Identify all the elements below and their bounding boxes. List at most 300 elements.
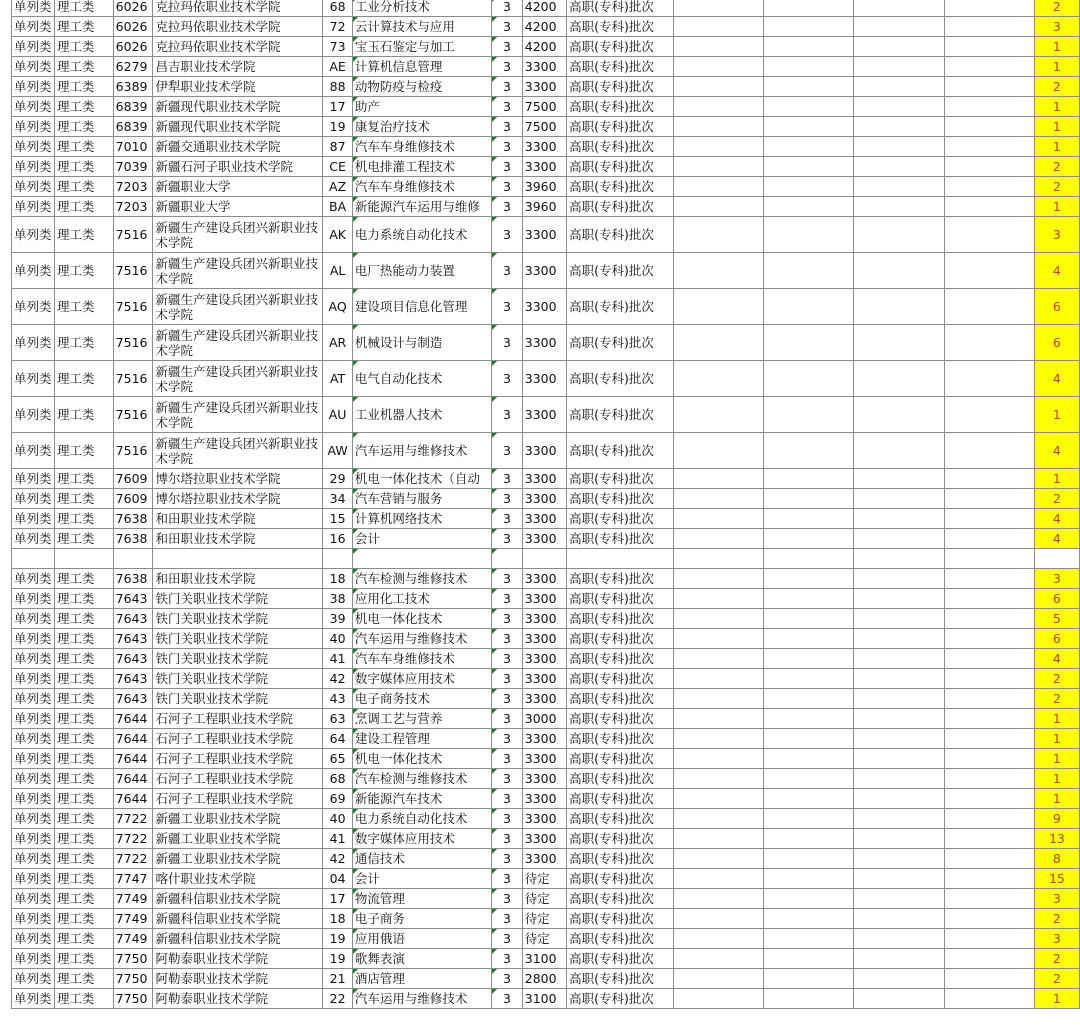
school-name-cell[interactable]: 新疆现代职业技术学院 <box>153 97 323 117</box>
empty-cell[interactable] <box>854 489 944 509</box>
empty-cell[interactable] <box>944 989 1034 1009</box>
category-cell[interactable]: 单列类 <box>12 197 55 217</box>
batch-cell[interactable]: 高职(专科)批次 <box>567 529 674 549</box>
plan-count-cell[interactable]: 4 <box>1034 361 1079 397</box>
category-cell[interactable]: 单列类 <box>12 629 55 649</box>
batch-cell[interactable]: 高职(专科)批次 <box>567 569 674 589</box>
category-cell[interactable]: 单列类 <box>12 117 55 137</box>
type-cell[interactable]: 理工类 <box>54 589 113 609</box>
tuition-cell[interactable]: 3960 <box>522 177 566 197</box>
empty-cell[interactable] <box>854 397 944 433</box>
major-name-cell[interactable]: 通信技术 <box>352 849 491 869</box>
empty-cell[interactable] <box>764 325 854 361</box>
category-cell[interactable]: 单列类 <box>12 989 55 1009</box>
tuition-cell[interactable]: 3300 <box>522 157 566 177</box>
empty-cell[interactable] <box>854 137 944 157</box>
empty-cell[interactable] <box>854 989 944 1009</box>
batch-cell[interactable]: 高职(专科)批次 <box>567 197 674 217</box>
plan-count-cell[interactable]: 6 <box>1034 289 1079 325</box>
plan-count-cell[interactable]: 6 <box>1034 589 1079 609</box>
empty-cell[interactable] <box>764 157 854 177</box>
school-name-cell[interactable]: 和田职业技术学院 <box>153 509 323 529</box>
empty-cell[interactable] <box>764 397 854 433</box>
batch-cell[interactable]: 高职(专科)批次 <box>567 253 674 289</box>
empty-cell[interactable] <box>944 749 1034 769</box>
type-cell[interactable]: 理工类 <box>54 729 113 749</box>
plan-count-cell[interactable]: 2 <box>1034 157 1079 177</box>
type-cell[interactable]: 理工类 <box>54 869 113 889</box>
plan-count-cell[interactable]: 2 <box>1034 489 1079 509</box>
plan-count-cell[interactable]: 1 <box>1034 789 1079 809</box>
empty-cell[interactable] <box>854 569 944 589</box>
batch-cell[interactable]: 高职(专科)批次 <box>567 989 674 1009</box>
major-name-cell[interactable]: 酒店管理 <box>352 969 491 989</box>
batch-cell[interactable]: 高职(专科)批次 <box>567 669 674 689</box>
empty-cell[interactable] <box>854 469 944 489</box>
major-code-cell[interactable]: 22 <box>323 989 353 1009</box>
empty-cell[interactable] <box>764 57 854 77</box>
empty-cell[interactable] <box>764 769 854 789</box>
major-name-cell[interactable]: 机电一体化技术（自动 <box>352 469 491 489</box>
plan-count-cell[interactable]: 2 <box>1034 177 1079 197</box>
plan-count-cell[interactable]: 6 <box>1034 629 1079 649</box>
empty-cell[interactable] <box>944 197 1034 217</box>
plan-count-cell[interactable]: 3 <box>1034 217 1079 253</box>
empty-cell[interactable] <box>673 197 763 217</box>
type-cell[interactable]: 理工类 <box>54 669 113 689</box>
school-name-cell[interactable]: 新疆交通职业技术学院 <box>153 137 323 157</box>
school-code-cell[interactable]: 7516 <box>113 325 153 361</box>
major-name-cell[interactable]: 汽车运用与维修技术 <box>352 989 491 1009</box>
category-cell[interactable]: 单列类 <box>12 217 55 253</box>
major-code-cell[interactable]: 42 <box>323 849 353 869</box>
school-name-cell[interactable]: 博尔塔拉职业技术学院 <box>153 469 323 489</box>
empty-cell[interactable] <box>944 829 1034 849</box>
batch-cell[interactable]: 高职(专科)批次 <box>567 117 674 137</box>
empty-cell[interactable] <box>944 809 1034 829</box>
years-cell[interactable]: 3 <box>492 969 523 989</box>
plan-count-cell[interactable]: 4 <box>1034 253 1079 289</box>
empty-cell[interactable] <box>944 689 1034 709</box>
major-name-cell[interactable]: 烹调工艺与营养 <box>352 709 491 729</box>
school-code-cell[interactable]: 7750 <box>113 969 153 989</box>
tuition-cell[interactable]: 3100 <box>522 989 566 1009</box>
school-name-cell[interactable]: 新疆现代职业技术学院 <box>153 117 323 137</box>
tuition-cell[interactable]: 待定 <box>522 909 566 929</box>
years-cell[interactable]: 3 <box>492 569 523 589</box>
empty-cell[interactable] <box>764 97 854 117</box>
empty-cell[interactable] <box>764 137 854 157</box>
major-name-cell[interactable] <box>352 549 491 569</box>
major-code-cell[interactable]: 29 <box>323 469 353 489</box>
empty-cell[interactable] <box>944 969 1034 989</box>
plan-count-cell[interactable]: 9 <box>1034 809 1079 829</box>
school-name-cell[interactable]: 克拉玛依职业技术学院 <box>153 37 323 57</box>
school-code-cell[interactable]: 7747 <box>113 869 153 889</box>
empty-cell[interactable] <box>673 869 763 889</box>
type-cell[interactable]: 理工类 <box>54 809 113 829</box>
empty-cell[interactable] <box>854 909 944 929</box>
school-name-cell[interactable]: 铁门关职业技术学院 <box>153 649 323 669</box>
school-code-cell[interactable] <box>113 549 153 569</box>
major-code-cell[interactable]: 19 <box>323 117 353 137</box>
years-cell[interactable]: 3 <box>492 57 523 77</box>
empty-cell[interactable] <box>673 253 763 289</box>
years-cell[interactable]: 3 <box>492 253 523 289</box>
empty-cell[interactable] <box>764 289 854 325</box>
years-cell[interactable]: 3 <box>492 157 523 177</box>
school-code-cell[interactable]: 7203 <box>113 177 153 197</box>
empty-cell[interactable] <box>764 649 854 669</box>
batch-cell[interactable]: 高职(专科)批次 <box>567 709 674 729</box>
empty-cell[interactable] <box>764 197 854 217</box>
years-cell[interactable]: 3 <box>492 177 523 197</box>
school-name-cell[interactable]: 克拉玛依职业技术学院 <box>153 17 323 37</box>
school-name-cell[interactable]: 新疆职业大学 <box>153 197 323 217</box>
school-code-cell[interactable]: 7643 <box>113 589 153 609</box>
empty-cell[interactable] <box>944 589 1034 609</box>
type-cell[interactable]: 理工类 <box>54 253 113 289</box>
school-code-cell[interactable]: 7722 <box>113 849 153 869</box>
type-cell[interactable]: 理工类 <box>54 989 113 1009</box>
empty-cell[interactable] <box>764 117 854 137</box>
plan-count-cell[interactable]: 1 <box>1034 397 1079 433</box>
batch-cell[interactable]: 高职(专科)批次 <box>567 869 674 889</box>
type-cell[interactable]: 理工类 <box>54 489 113 509</box>
empty-cell[interactable] <box>854 629 944 649</box>
school-name-cell[interactable]: 铁门关职业技术学院 <box>153 589 323 609</box>
plan-count-cell[interactable]: 4 <box>1034 509 1079 529</box>
major-name-cell[interactable]: 汽车车身维修技术 <box>352 649 491 669</box>
major-name-cell[interactable]: 汽车运用与维修技术 <box>352 433 491 469</box>
tuition-cell[interactable]: 3300 <box>522 769 566 789</box>
tuition-cell[interactable]: 3300 <box>522 589 566 609</box>
school-name-cell[interactable]: 新疆石河子职业技术学院 <box>153 157 323 177</box>
plan-count-cell[interactable]: 4 <box>1034 529 1079 549</box>
empty-cell[interactable] <box>673 909 763 929</box>
school-name-cell[interactable]: 和田职业技术学院 <box>153 529 323 549</box>
empty-cell[interactable] <box>854 97 944 117</box>
plan-count-cell[interactable]: 3 <box>1034 17 1079 37</box>
empty-cell[interactable] <box>673 549 763 569</box>
major-code-cell[interactable]: AE <box>323 57 353 77</box>
empty-cell[interactable] <box>854 929 944 949</box>
school-code-cell[interactable]: 7749 <box>113 909 153 929</box>
category-cell[interactable] <box>12 549 55 569</box>
empty-cell[interactable] <box>764 729 854 749</box>
empty-cell[interactable] <box>854 117 944 137</box>
years-cell[interactable]: 3 <box>492 469 523 489</box>
major-code-cell[interactable]: 19 <box>323 949 353 969</box>
school-code-cell[interactable]: 7609 <box>113 489 153 509</box>
school-code-cell[interactable]: 7749 <box>113 889 153 909</box>
years-cell[interactable]: 3 <box>492 361 523 397</box>
type-cell[interactable]: 理工类 <box>54 529 113 549</box>
category-cell[interactable]: 单列类 <box>12 829 55 849</box>
empty-cell[interactable] <box>764 789 854 809</box>
empty-cell[interactable] <box>854 325 944 361</box>
empty-cell[interactable] <box>673 569 763 589</box>
category-cell[interactable]: 单列类 <box>12 729 55 749</box>
major-name-cell[interactable]: 新能源汽车技术 <box>352 789 491 809</box>
major-name-cell[interactable]: 工业机器人技术 <box>352 397 491 433</box>
empty-cell[interactable] <box>944 157 1034 177</box>
major-name-cell[interactable]: 云计算技术与应用 <box>352 17 491 37</box>
empty-cell[interactable] <box>764 809 854 829</box>
tuition-cell[interactable]: 4200 <box>522 0 566 17</box>
category-cell[interactable]: 单列类 <box>12 569 55 589</box>
category-cell[interactable]: 单列类 <box>12 689 55 709</box>
major-name-cell[interactable]: 汽车检测与维修技术 <box>352 569 491 589</box>
major-name-cell[interactable]: 动物防疫与检疫 <box>352 77 491 97</box>
major-code-cell[interactable]: AZ <box>323 177 353 197</box>
empty-cell[interactable] <box>944 489 1034 509</box>
tuition-cell[interactable]: 3300 <box>522 689 566 709</box>
empty-cell[interactable] <box>764 589 854 609</box>
school-code-cell[interactable]: 7516 <box>113 217 153 253</box>
school-code-cell[interactable]: 7516 <box>113 361 153 397</box>
empty-cell[interactable] <box>854 509 944 529</box>
empty-cell[interactable] <box>854 769 944 789</box>
empty-cell[interactable] <box>854 809 944 829</box>
school-code-cell[interactable]: 7516 <box>113 253 153 289</box>
major-name-cell[interactable]: 建设工程管理 <box>352 729 491 749</box>
batch-cell[interactable]: 高职(专科)批次 <box>567 789 674 809</box>
major-code-cell[interactable]: CE <box>323 157 353 177</box>
type-cell[interactable]: 理工类 <box>54 709 113 729</box>
empty-cell[interactable] <box>944 97 1034 117</box>
empty-cell[interactable] <box>673 889 763 909</box>
empty-cell[interactable] <box>673 649 763 669</box>
empty-cell[interactable] <box>854 0 944 17</box>
empty-cell[interactable] <box>944 649 1034 669</box>
tuition-cell[interactable]: 3300 <box>522 253 566 289</box>
empty-cell[interactable] <box>944 849 1034 869</box>
batch-cell[interactable]: 高职(专科)批次 <box>567 609 674 629</box>
school-code-cell[interactable]: 7643 <box>113 649 153 669</box>
major-code-cell[interactable]: 69 <box>323 789 353 809</box>
empty-cell[interactable] <box>673 97 763 117</box>
school-name-cell[interactable]: 石河子工程职业技术学院 <box>153 709 323 729</box>
batch-cell[interactable]: 高职(专科)批次 <box>567 769 674 789</box>
empty-cell[interactable] <box>944 529 1034 549</box>
major-name-cell[interactable]: 电力系统自动化技术 <box>352 809 491 829</box>
major-name-cell[interactable]: 应用俄语 <box>352 929 491 949</box>
empty-cell[interactable] <box>944 629 1034 649</box>
type-cell[interactable]: 理工类 <box>54 197 113 217</box>
type-cell[interactable]: 理工类 <box>54 117 113 137</box>
years-cell[interactable]: 3 <box>492 397 523 433</box>
school-name-cell[interactable]: 新疆职业大学 <box>153 177 323 197</box>
empty-cell[interactable] <box>854 869 944 889</box>
school-name-cell[interactable]: 新疆工业职业技术学院 <box>153 809 323 829</box>
years-cell[interactable] <box>492 549 523 569</box>
years-cell[interactable]: 3 <box>492 37 523 57</box>
tuition-cell[interactable]: 3300 <box>522 789 566 809</box>
major-code-cell[interactable]: 40 <box>323 629 353 649</box>
plan-count-cell[interactable]: 1 <box>1034 197 1079 217</box>
major-code-cell[interactable]: 39 <box>323 609 353 629</box>
school-code-cell[interactable]: 7516 <box>113 289 153 325</box>
years-cell[interactable]: 3 <box>492 97 523 117</box>
years-cell[interactable]: 3 <box>492 289 523 325</box>
school-code-cell[interactable]: 6839 <box>113 97 153 117</box>
plan-count-cell[interactable]: 13 <box>1034 829 1079 849</box>
empty-cell[interactable] <box>764 949 854 969</box>
major-code-cell[interactable]: 87 <box>323 137 353 157</box>
school-name-cell[interactable]: 阿勒泰职业技术学院 <box>153 949 323 969</box>
batch-cell[interactable]: 高职(专科)批次 <box>567 689 674 709</box>
plan-count-cell[interactable] <box>1034 549 1079 569</box>
category-cell[interactable]: 单列类 <box>12 489 55 509</box>
type-cell[interactable]: 理工类 <box>54 433 113 469</box>
major-code-cell[interactable]: AK <box>323 217 353 253</box>
major-code-cell[interactable]: 38 <box>323 589 353 609</box>
type-cell[interactable]: 理工类 <box>54 37 113 57</box>
empty-cell[interactable] <box>944 117 1034 137</box>
empty-cell[interactable] <box>764 969 854 989</box>
empty-cell[interactable] <box>764 909 854 929</box>
empty-cell[interactable] <box>673 361 763 397</box>
major-name-cell[interactable]: 汽车车身维修技术 <box>352 137 491 157</box>
school-name-cell[interactable]: 新疆生产建设兵团兴新职业技术学院 <box>153 253 323 289</box>
category-cell[interactable]: 单列类 <box>12 769 55 789</box>
tuition-cell[interactable]: 3300 <box>522 489 566 509</box>
empty-cell[interactable] <box>673 849 763 869</box>
batch-cell[interactable]: 高职(专科)批次 <box>567 909 674 929</box>
years-cell[interactable]: 3 <box>492 789 523 809</box>
major-name-cell[interactable]: 机电一体化技术 <box>352 749 491 769</box>
category-cell[interactable]: 单列类 <box>12 157 55 177</box>
school-code-cell[interactable]: 7722 <box>113 809 153 829</box>
batch-cell[interactable]: 高职(专科)批次 <box>567 0 674 17</box>
school-code-cell[interactable]: 7749 <box>113 929 153 949</box>
type-cell[interactable]: 理工类 <box>54 217 113 253</box>
batch-cell[interactable]: 高职(专科)批次 <box>567 629 674 649</box>
major-code-cell[interactable]: 19 <box>323 929 353 949</box>
plan-count-cell[interactable]: 1 <box>1034 57 1079 77</box>
years-cell[interactable]: 3 <box>492 909 523 929</box>
batch-cell[interactable]: 高职(专科)批次 <box>567 289 674 325</box>
empty-cell[interactable] <box>854 729 944 749</box>
empty-cell[interactable] <box>854 361 944 397</box>
type-cell[interactable]: 理工类 <box>54 397 113 433</box>
empty-cell[interactable] <box>673 217 763 253</box>
major-code-cell[interactable]: 41 <box>323 649 353 669</box>
empty-cell[interactable] <box>764 849 854 869</box>
category-cell[interactable]: 单列类 <box>12 649 55 669</box>
school-code-cell[interactable]: 7643 <box>113 609 153 629</box>
category-cell[interactable]: 单列类 <box>12 253 55 289</box>
batch-cell[interactable]: 高职(专科)批次 <box>567 929 674 949</box>
category-cell[interactable]: 单列类 <box>12 669 55 689</box>
batch-cell[interactable]: 高职(专科)批次 <box>567 17 674 37</box>
school-code-cell[interactable]: 6279 <box>113 57 153 77</box>
batch-cell[interactable]: 高职(专科)批次 <box>567 489 674 509</box>
empty-cell[interactable] <box>944 869 1034 889</box>
empty-cell[interactable] <box>764 217 854 253</box>
empty-cell[interactable] <box>944 37 1034 57</box>
category-cell[interactable]: 单列类 <box>12 433 55 469</box>
type-cell[interactable]: 理工类 <box>54 361 113 397</box>
empty-cell[interactable] <box>944 57 1034 77</box>
empty-cell[interactable] <box>764 889 854 909</box>
school-code-cell[interactable]: 7039 <box>113 157 153 177</box>
empty-cell[interactable] <box>673 529 763 549</box>
empty-cell[interactable] <box>944 789 1034 809</box>
major-code-cell[interactable]: 88 <box>323 77 353 97</box>
empty-cell[interactable] <box>854 529 944 549</box>
tuition-cell[interactable]: 3300 <box>522 569 566 589</box>
major-name-cell[interactable]: 应用化工技术 <box>352 589 491 609</box>
school-name-cell[interactable]: 新疆生产建设兵团兴新职业技术学院 <box>153 361 323 397</box>
plan-count-cell[interactable]: 15 <box>1034 869 1079 889</box>
category-cell[interactable]: 单列类 <box>12 949 55 969</box>
tuition-cell[interactable]: 3300 <box>522 217 566 253</box>
type-cell[interactable]: 理工类 <box>54 569 113 589</box>
major-name-cell[interactable]: 康复治疗技术 <box>352 117 491 137</box>
empty-cell[interactable] <box>673 469 763 489</box>
empty-cell[interactable] <box>673 157 763 177</box>
empty-cell[interactable] <box>673 137 763 157</box>
tuition-cell[interactable]: 3300 <box>522 57 566 77</box>
batch-cell[interactable]: 高职(专科)批次 <box>567 37 674 57</box>
years-cell[interactable]: 3 <box>492 117 523 137</box>
school-name-cell[interactable]: 铁门关职业技术学院 <box>153 689 323 709</box>
major-name-cell[interactable]: 物流管理 <box>352 889 491 909</box>
category-cell[interactable]: 单列类 <box>12 849 55 869</box>
empty-cell[interactable] <box>673 729 763 749</box>
batch-cell[interactable]: 高职(专科)批次 <box>567 509 674 529</box>
category-cell[interactable]: 单列类 <box>12 609 55 629</box>
empty-cell[interactable] <box>854 57 944 77</box>
plan-count-cell[interactable]: 2 <box>1034 689 1079 709</box>
empty-cell[interactable] <box>764 253 854 289</box>
plan-count-cell[interactable]: 1 <box>1034 137 1079 157</box>
type-cell[interactable]: 理工类 <box>54 77 113 97</box>
batch-cell[interactable]: 高职(专科)批次 <box>567 829 674 849</box>
years-cell[interactable]: 3 <box>492 489 523 509</box>
batch-cell[interactable]: 高职(专科)批次 <box>567 749 674 769</box>
major-code-cell[interactable] <box>323 549 353 569</box>
school-name-cell[interactable] <box>153 549 323 569</box>
empty-cell[interactable] <box>673 969 763 989</box>
empty-cell[interactable] <box>764 37 854 57</box>
batch-cell[interactable]: 高职(专科)批次 <box>567 433 674 469</box>
empty-cell[interactable] <box>673 117 763 137</box>
tuition-cell[interactable]: 3000 <box>522 709 566 729</box>
years-cell[interactable]: 3 <box>492 529 523 549</box>
empty-cell[interactable] <box>944 889 1034 909</box>
category-cell[interactable]: 单列类 <box>12 289 55 325</box>
empty-cell[interactable] <box>673 37 763 57</box>
type-cell[interactable] <box>54 549 113 569</box>
tuition-cell[interactable]: 3300 <box>522 361 566 397</box>
major-name-cell[interactable]: 数字媒体应用技术 <box>352 829 491 849</box>
school-name-cell[interactable]: 新疆生产建设兵团兴新职业技术学院 <box>153 217 323 253</box>
empty-cell[interactable] <box>673 433 763 469</box>
school-name-cell[interactable]: 伊犁职业技术学院 <box>153 77 323 97</box>
empty-cell[interactable] <box>673 689 763 709</box>
type-cell[interactable]: 理工类 <box>54 689 113 709</box>
school-name-cell[interactable]: 新疆生产建设兵团兴新职业技术学院 <box>153 433 323 469</box>
major-code-cell[interactable]: AQ <box>323 289 353 325</box>
major-code-cell[interactable]: 73 <box>323 37 353 57</box>
empty-cell[interactable] <box>854 609 944 629</box>
major-name-cell[interactable]: 电子商务技术 <box>352 689 491 709</box>
empty-cell[interactable] <box>854 709 944 729</box>
empty-cell[interactable] <box>673 289 763 325</box>
